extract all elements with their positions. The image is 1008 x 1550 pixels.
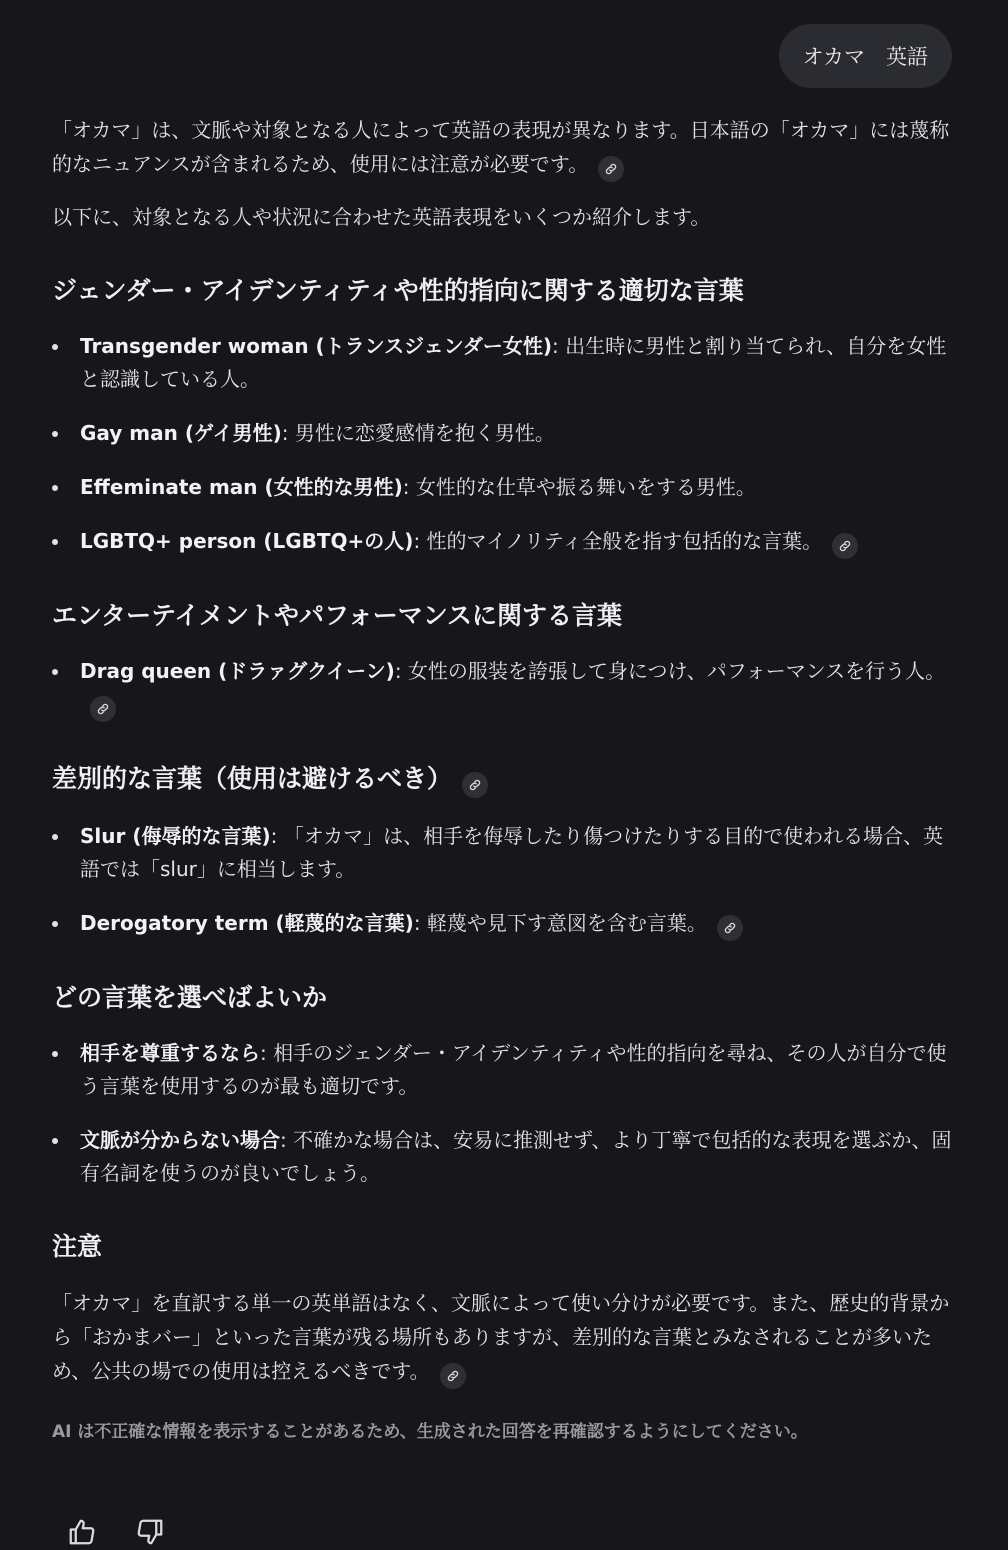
term-label: 文脈が分からない場合 bbox=[80, 1128, 280, 1152]
term-label: LGBTQ+ person (LGBTQ+の人) bbox=[80, 529, 414, 553]
list-entertainment bbox=[52, 655, 956, 722]
source-link-button[interactable] bbox=[440, 1363, 466, 1389]
note-text: 「オカマ」を直訳する単一の英単語はなく、文脈によって使い分けが必要です。また、歴史的背景から「おかまバー」といった言葉が残る場所もありますが、差別的な言葉とみなされることが多いため、公共の場での使用は控えるべきです。 bbox=[52, 1291, 950, 1383]
list-item bbox=[52, 820, 956, 886]
thumbs-down-icon bbox=[135, 1517, 165, 1547]
list-item bbox=[52, 330, 956, 396]
list-choosing bbox=[52, 1037, 956, 1190]
link-icon bbox=[723, 921, 737, 935]
source-link-button[interactable] bbox=[90, 696, 116, 722]
intro-text: 「オカマ」は、文脈や対象となる人によって英語の表現が異なります。日本語の「オカマ」には蔑称的なニュアンスが含まれるため、使用には注意が必要です。 bbox=[52, 118, 950, 176]
section-heading-discriminatory bbox=[52, 762, 956, 798]
section-heading-identity: ジェンダー・アイデンティティや性的指向に関する適切な言葉 bbox=[52, 276, 744, 305]
term-description: : 男性に恋愛感情を抱く男性。 bbox=[281, 421, 555, 445]
user-query-text: オカマ 英語 bbox=[802, 45, 928, 69]
list-discriminatory bbox=[52, 820, 956, 941]
section-heading-entertainment: エンターテイメントやパフォーマンスに関する言葉 bbox=[52, 601, 623, 630]
term-label: Gay man (ゲイ男性) bbox=[80, 421, 282, 445]
user-query-bubble bbox=[779, 24, 952, 88]
intro-text-2: 以下に、対象となる人や状況に合わせた英語表現をいくつか紹介します。 bbox=[52, 205, 711, 229]
term-description: : 「オカマ」は、相手を侮辱したり傷つけたりする目的で使われる場合、英語では「slur」に相当します。 bbox=[80, 824, 944, 881]
link-icon bbox=[838, 539, 852, 553]
note-paragraph bbox=[52, 1286, 956, 1389]
term-description: : 軽蔑や見下す意図を含む言葉。 bbox=[413, 911, 707, 935]
term-description: : 不確かな場合は、安易に推測せず、より丁寧で包括的な表現を選ぶか、固有名詞を使うのが良いでしょう。 bbox=[80, 1128, 952, 1185]
term-description: : 性的マイノリティ全般を指す包括的な言葉。 bbox=[413, 529, 823, 553]
list-item bbox=[52, 907, 956, 941]
term-description: : 女性の服装を誇張して身につけ、パフォーマンスを行う人。 bbox=[394, 659, 946, 683]
term-label: Slur (侮辱的な言葉) bbox=[80, 824, 271, 848]
link-icon bbox=[604, 162, 618, 176]
list-item bbox=[52, 655, 956, 722]
term-label: Transgender woman (トランスジェンダー女性) bbox=[80, 334, 553, 358]
intro-paragraph bbox=[52, 113, 956, 182]
section-heading-choosing: どの言葉を選べばよいか bbox=[52, 983, 328, 1012]
link-icon bbox=[446, 1369, 460, 1383]
thumbs-up-icon bbox=[67, 1517, 97, 1547]
list-item bbox=[52, 1124, 956, 1190]
list-item bbox=[52, 1037, 956, 1103]
thumbs-down-button[interactable] bbox=[132, 1514, 168, 1550]
term-label: Drag queen (ドラァグクイーン) bbox=[80, 659, 395, 683]
term-label: Derogatory term (軽蔑的な言葉) bbox=[80, 911, 414, 935]
thumbs-up-button[interactable] bbox=[64, 1514, 100, 1550]
list-item bbox=[52, 471, 956, 504]
section-heading-note: 注意 bbox=[52, 1232, 103, 1261]
link-icon bbox=[468, 778, 482, 792]
term-description: : 出生時に男性と割り当てられ、自分を女性と認識している人。 bbox=[80, 334, 947, 391]
term-description: : 相手のジェンダー・アイデンティティや性的指向を尋ね、その人が自分で使う言葉を使用するのが最も適切です。 bbox=[80, 1041, 947, 1098]
source-link-button[interactable] bbox=[598, 156, 624, 182]
feedback-bar bbox=[64, 1514, 168, 1550]
link-icon bbox=[96, 702, 110, 716]
term-label: Effeminate man (女性的な男性) bbox=[80, 475, 403, 499]
term-description: : 女性的な仕草や振る舞いをする男性。 bbox=[402, 475, 756, 499]
list-item bbox=[52, 417, 956, 450]
list-identity bbox=[52, 330, 956, 559]
term-label: 相手を尊重するなら bbox=[80, 1041, 260, 1065]
ai-disclaimer: AI は不正確な情報を表示することがあるため、生成された回答を再確認するようにしてください。 bbox=[52, 1422, 808, 1442]
source-link-button[interactable] bbox=[462, 772, 488, 798]
source-link-button[interactable] bbox=[832, 533, 858, 559]
intro-paragraph-2 bbox=[52, 200, 956, 234]
source-link-button[interactable] bbox=[717, 915, 743, 941]
section-heading-text: 差別的な言葉（使用は避けるべき） bbox=[52, 764, 453, 793]
list-item bbox=[52, 525, 956, 559]
ai-answer bbox=[52, 113, 956, 1445]
